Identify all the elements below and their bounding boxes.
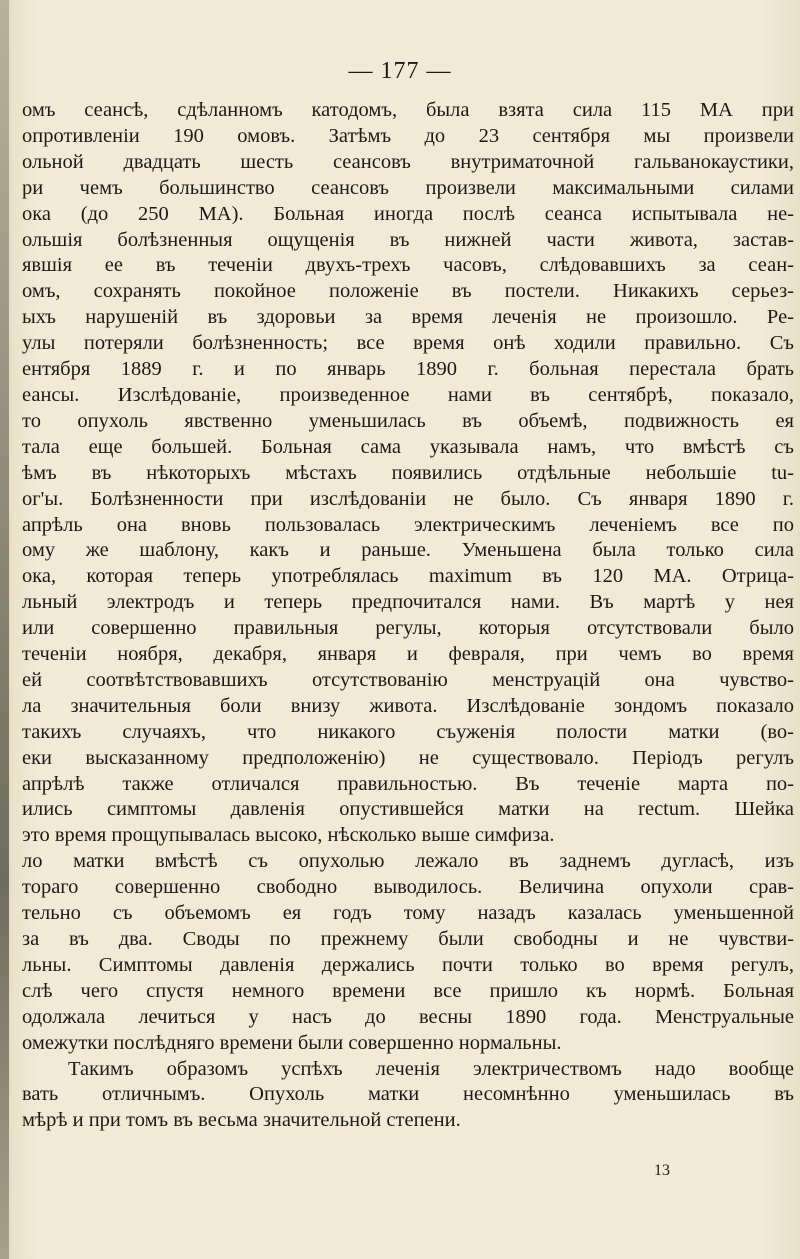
text-line: омъ сеансѣ, сдѣланномъ катодомъ, была взята сила 115 МА при [22,99,794,121]
page-number: — 177 — [348,58,452,84]
text-line: теченіи ноября, декабря, января и февраля, при чемъ во время [22,643,794,666]
text-line: ог'ы. Болѣзненности при изслѣдованіи не было. Съ января 1890 г. [22,487,794,510]
text-line: ри чемъ большинство сеансовъ произвели максимальными силами [22,176,794,199]
text-line: ились симптомы давленія опустившейся матки на rectum. Шейка [22,798,794,821]
text-line: ѣмъ въ нѣкоторыхъ мѣстахъ появились отдѣльные небольшіе tu- [22,461,794,484]
text-line: тораго совершенно свободно выводилось. Величина опухоли срав- [22,876,794,899]
text-line: ока, которая теперь употреблялась maximum въ 120 МА. Отрица- [22,565,794,588]
text-line: омъ, сохранять покойное положеніе въ постели. Никакихъ серьез- [22,280,794,303]
text-line: тала еще большей. Больная сама указывала намъ, что вмѣстѣ съ [22,435,794,458]
text-line: ому же шаблону, какъ и раньше. Уменьшена была только сила [22,539,794,562]
text-line: улы потеряли болѣзненность; все время онѣ ходили правильно. Съ [22,332,794,355]
text-line: явшія ее въ теченіи двухъ-трехъ часовъ, слѣдовавшихъ за сеан- [22,254,794,277]
text-line: опротивленіи 190 омовъ. Затѣмъ до 23 сентября мы произвели [22,124,794,147]
text-line: еансы. Изслѣдованіе, произведенное нами въ сентябрѣ, показало, [22,383,794,406]
text-line: или совершенно правильныя регулы, которыя отсутствовали было [22,617,794,640]
text-line: ло матки вмѣстѣ съ опухолью лежало въ заднемъ дугласѣ, изъ [22,850,794,873]
text-line: ентября 1889 г. и по январь 1890 г. больная перестала брать [22,358,794,381]
text-line: мѣрѣ и при томъ въ весьма значительной степени. [22,1109,461,1132]
text-line: Такимъ образомъ успѣхъ леченія электричествомъ надо вообще [68,1057,794,1080]
text-line: еки высказанному предположенію) не существовало. Періодъ регулъ [22,746,794,769]
text-line: льны. Симптомы давленія держались почти только во время регулъ, [22,953,794,976]
text-line: то опухоль явственно уменьшилась въ объемѣ, подвижность ея [22,409,794,432]
text-line: апрѣлѣ также отличался правильностью. Въ теченіе марта по- [22,772,794,795]
text-line: за въ два. Своды по прежнему были свободны и не чувстви- [22,928,794,950]
page-gutter-shadow [0,0,9,1259]
text-line: ольной двадцать шесть сеансовъ внутриматочной гальванокаустики, [22,150,794,173]
text-line: ей соотвѣтствовавшихъ отсутствованію менструацій она чувство- [22,668,794,691]
text-line: такихъ случаяхъ, что никакого съуженія полости матки (во- [22,720,794,743]
text-line: ла значительныя боли внизу живота. Изслѣдованіе зондомъ показало [22,694,794,717]
text-line: ыхъ нарушеній въ здоровьи за время леченія не произошло. Ре- [22,306,794,329]
text-line: тельно съ объемомъ ея годъ тому назадъ казалась уменьшенной [22,902,794,925]
text-line: апрѣль она вновь пользовалась электрическимъ леченіемъ все по [22,513,794,536]
text-line: вать отличнымъ. Опухоль матки несомнѣнно уменьшилась въ [22,1083,794,1106]
text-line: это время прощупывалась высоко, нѣсколько выше симфиза. [22,824,555,847]
text-line: слѣ чего спустя немного времени все пришло къ нормѣ. Больная [22,979,794,1002]
text-line: ольшія болѣзненныя ощущенія въ нижней части живота, застав- [22,228,794,251]
printer-signature-mark: 13 [654,1162,670,1179]
text-line: омежутки послѣдняго времени были совершенно нормальны. [22,1031,562,1054]
text-line: льный электродъ и теперь предпочитался нами. Въ мартѣ у нея [22,591,794,614]
text-line: одолжала лечиться у насъ до весны 1890 года. Менструальные [22,1005,794,1028]
body-text [22,98,794,1134]
text-line: ока (до 250 МА). Больная иногда послѣ сеанса испытывала не- [22,202,794,225]
